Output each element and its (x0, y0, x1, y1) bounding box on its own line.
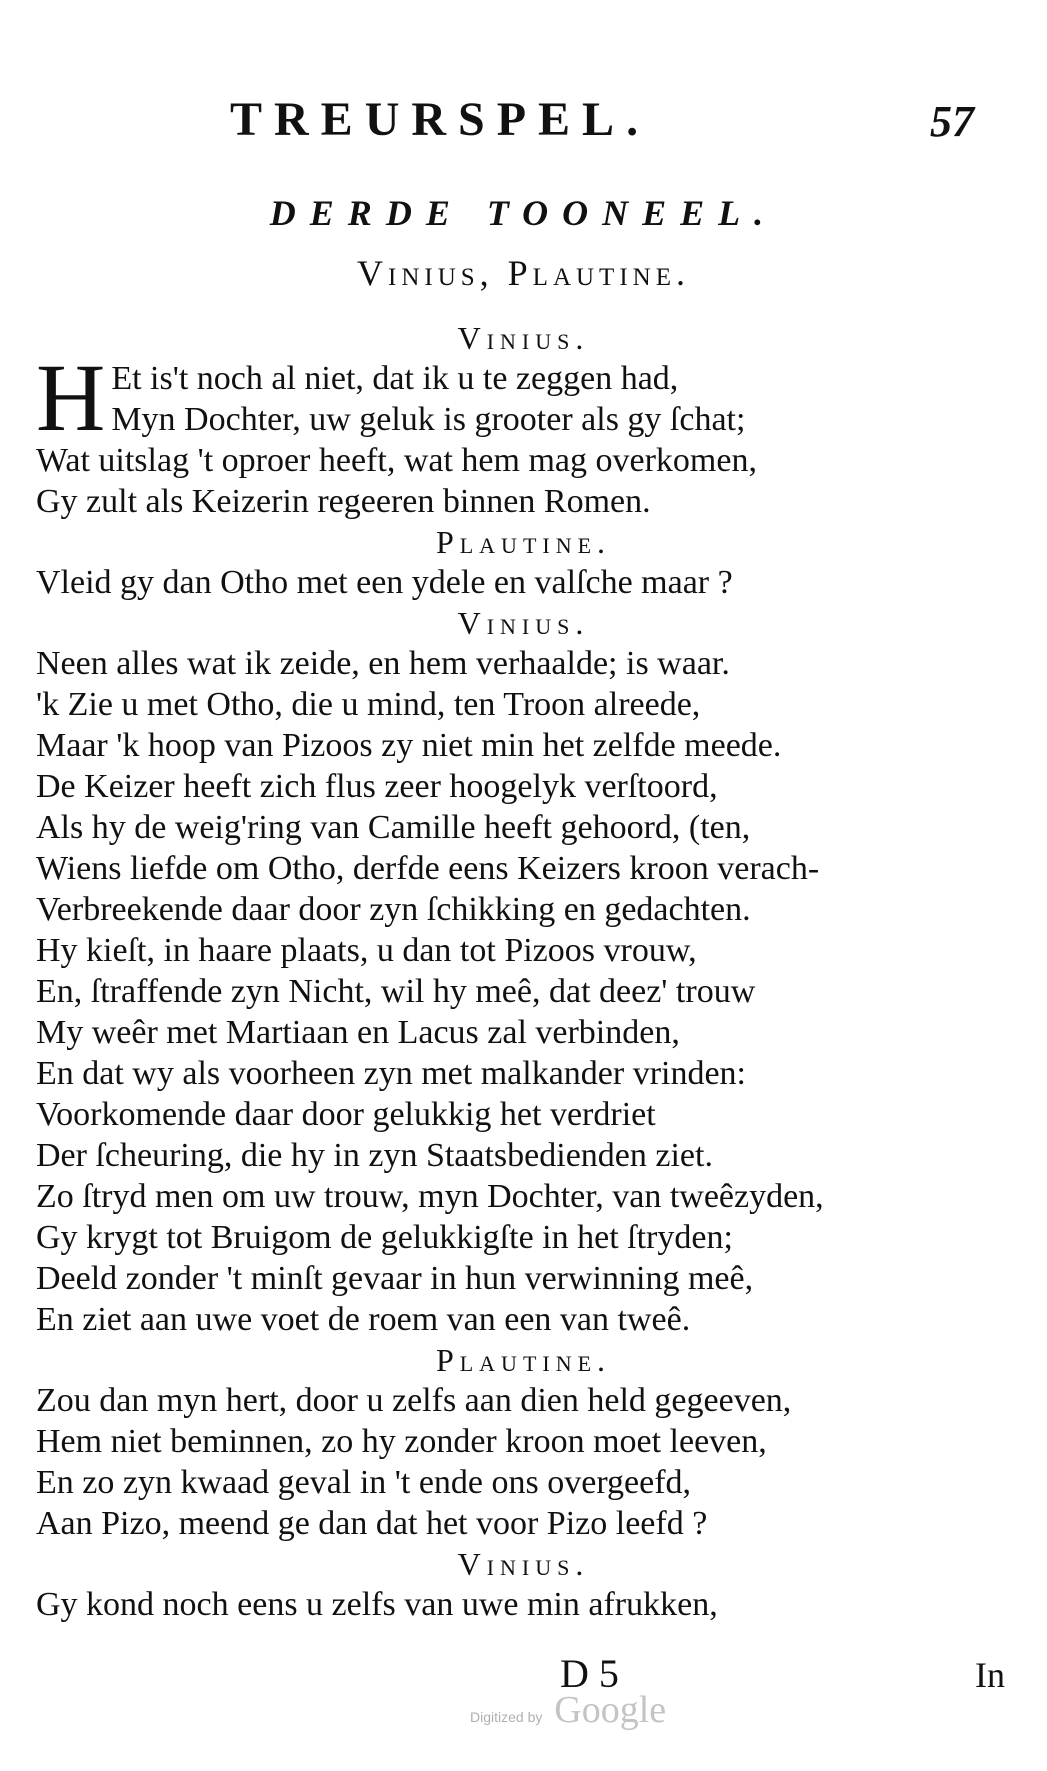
speech-block (36, 522, 1011, 603)
verse-line: Maar 'k hoop van Pizoos zy niet min het zelfde meede. (36, 727, 782, 764)
verse-line: Als hy de weig'ring van Camille heeft gehoord, (ten, (36, 809, 751, 846)
speech-block (36, 1544, 1011, 1625)
verse-line: Wiens liefde om Otho, derfde eens Keizers kroon verach- (36, 850, 820, 887)
verse-line: Myn Dochter, uw geluk is grooter als gy ſchat; (111, 401, 746, 438)
verse-line: My weêr met Martiaan en Lacus zal verbinden, (36, 1014, 680, 1051)
page-header (0, 92, 1047, 152)
scene-characters: Vinius, Plautine. (357, 253, 690, 293)
speaker-name: Plautine. (435, 1342, 612, 1378)
verse-line: Aan Pizo, meend ge dan dat het voor Pizo leefd ? (36, 1505, 708, 1542)
speech-block (36, 318, 1011, 522)
verse-line: De Keizer heeft zich flus zeer hoogelyk verſtoord, (36, 768, 718, 805)
verse-line: Vleid gy dan Otho met een ydele en valſche maar ? (36, 564, 733, 601)
scene-heading: DERDE TOONEEL. (269, 193, 778, 233)
verse-line: En zo zyn kwaad geval in 't ende ons overgeefd, (36, 1464, 692, 1501)
watermark-prefix: Digitized by (470, 1709, 543, 1725)
verse-line: Hy kieſt, in haare plaats, u dan tot Pizoos vrouw, (36, 932, 697, 969)
signature-mark: D 5 (560, 1651, 619, 1696)
speaker-name: Vinius. (457, 1546, 590, 1582)
verse-line: Der ſcheuring, die hy in zyn Staatsbedienden ziet. (36, 1137, 713, 1174)
speech-block (36, 603, 1011, 1340)
verse-line: En ziet aan uwe voet de roem van een van tweê. (36, 1301, 691, 1338)
verse-line: Deeld zonder 't minſt gevaar in hun verwinning meê, (36, 1260, 754, 1297)
verse-line: Voorkomende daar door gelukkig het verdriet (36, 1096, 656, 1133)
drop-cap: H (36, 344, 106, 451)
verse-line: 'k Zie u met Otho, die u mind, ten Troon alreede, (36, 686, 701, 723)
verse-line: Verbreekende daar door zyn ſchikking en gedachten. (36, 891, 751, 928)
verse-line: Gy krygt tot Bruigom de gelukkigſte in het ſtryden; (36, 1219, 733, 1256)
verse-line: En, ſtraffende zyn Nicht, wil hy meê, dat deez' trouw (36, 973, 756, 1010)
digitization-watermark (470, 1688, 666, 1732)
verse-line: Wat uitslag 't oproer heeft, wat hem mag overkomen, (36, 442, 757, 479)
page-number: 57 (930, 97, 974, 146)
speaker-name: Plautine. (435, 524, 612, 560)
speaker-name: Vinius. (457, 605, 590, 641)
verse-line: Et is't noch al niet, dat ik u te zeggen had, (111, 360, 679, 397)
verse-line: Gy kond noch eens u zelfs van uwe min afrukken, (36, 1586, 718, 1623)
verse-line: Zou dan myn hert, door u zelfs aan dien held gegeeven, (36, 1382, 792, 1419)
speech-block (36, 1340, 1011, 1544)
play-text (36, 318, 1011, 1625)
speaker-name: Vinius. (457, 320, 590, 356)
running-title: TREURSPEL. (230, 93, 651, 146)
verse-line: Gy zult als Keizerin regeeren binnen Romen. (36, 483, 651, 520)
verse-line: En dat wy als voorheen zyn met malkander vrinden: (36, 1055, 746, 1092)
catchword: In (975, 1655, 1005, 1695)
verse-line: Hem niet beminnen, zo hy zonder kroon moet leeven, (36, 1423, 767, 1460)
verse-line: Zo ſtryd men om uw trouw, myn Dochter, van tweêzyden, (36, 1178, 824, 1215)
verse-line: Neen alles wat ik zeide, en hem verhaalde; is waar. (36, 645, 730, 682)
watermark-brand: Google (554, 1689, 667, 1731)
